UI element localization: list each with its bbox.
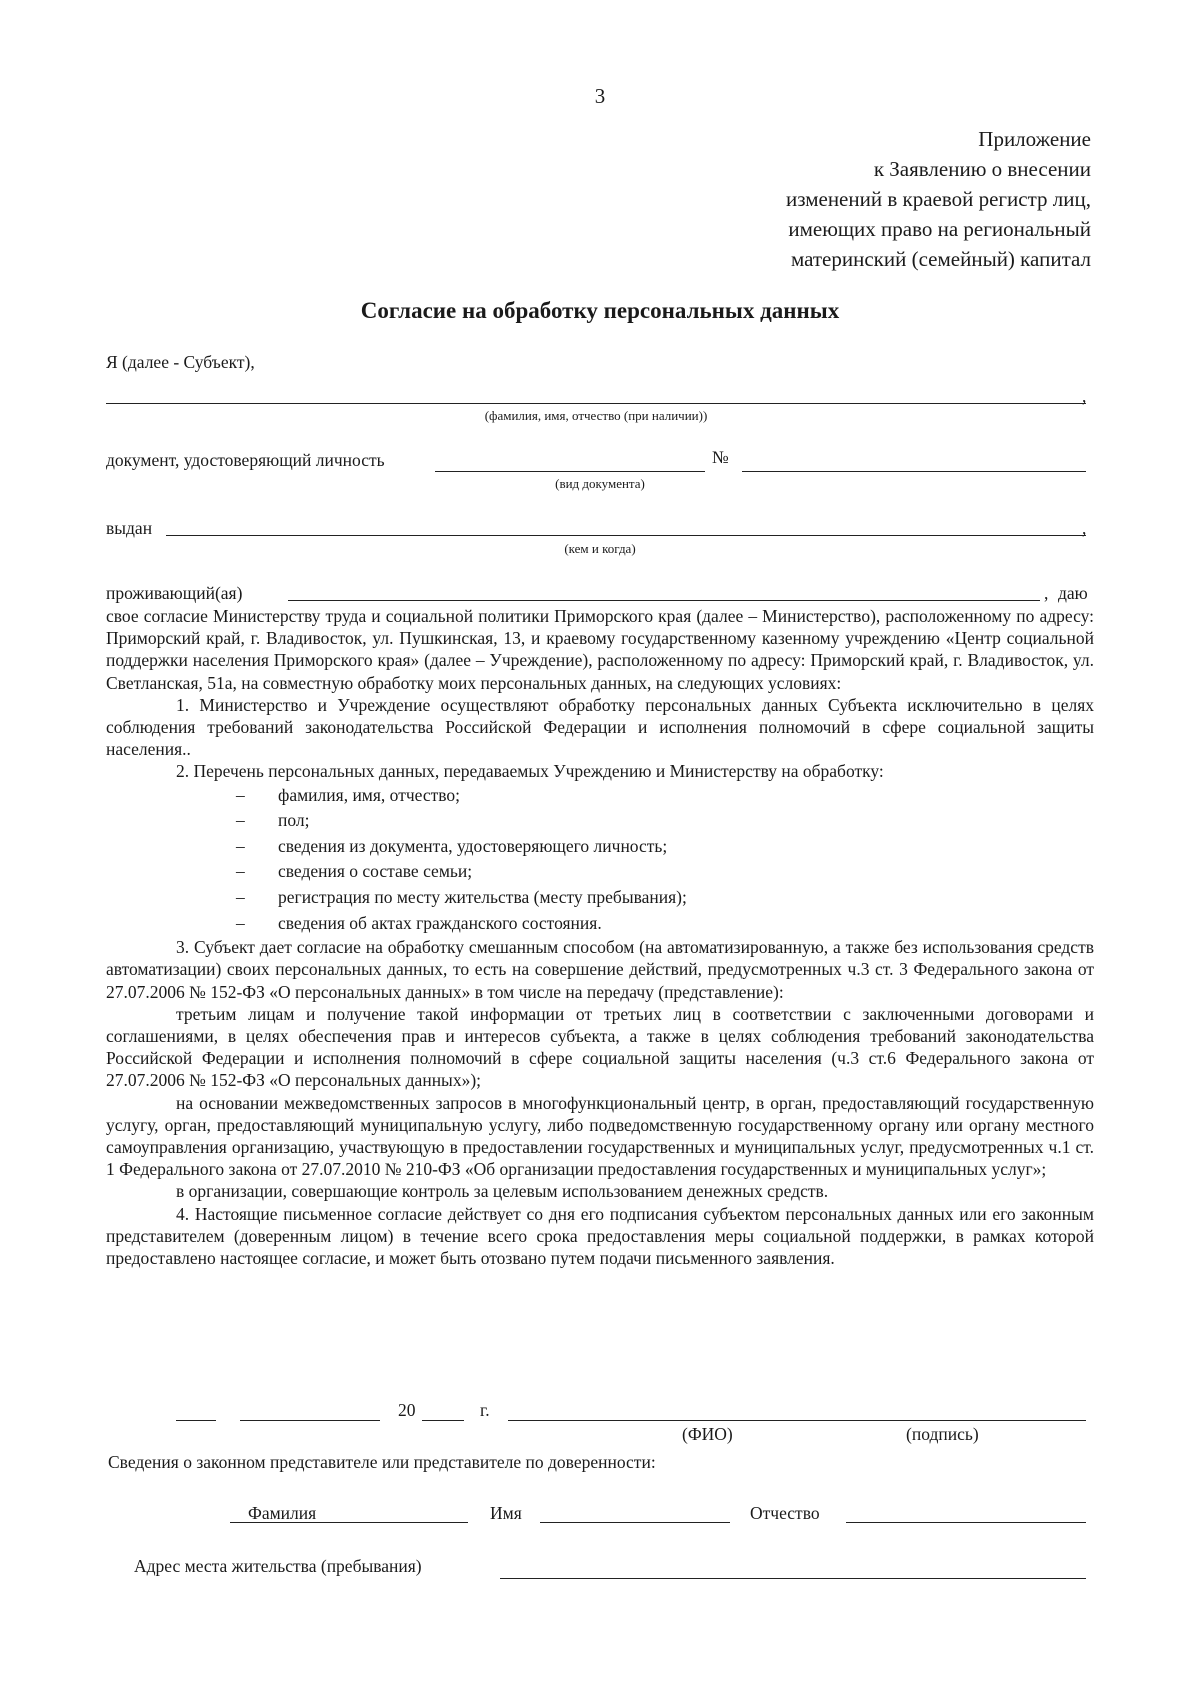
caption-fio-short: (ФИО) <box>682 1424 733 1444</box>
document-title: Согласие на обработку персональных данных <box>360 298 840 323</box>
consent-body <box>106 605 1094 1269</box>
clause-3-interagency: на основании межведомственных запросов в многофункциональный центр, в орган, предоставляющий государственную услугу, орган, предоставляющий муниципальную услугу, либо подведомственную государственному органу или органу местного самоуправления организацию, участвующую в предоставлении государственных и муниципальных услуг, предусмотренных ч.1 ст. 1 Федерального закона от 27.07.2010 № 210-ФЗ «Об организации предоставления государственных и муниципальных услуг»; <box>106 1092 1094 1180</box>
list-item: – фамилия, имя, отчество; <box>236 784 461 805</box>
name-field-line[interactable] <box>540 1522 730 1523</box>
date-month-line[interactable] <box>240 1420 380 1421</box>
appendix-line: изменений в краевой регистр лиц, <box>785 187 1091 211</box>
caption-issued: (кем и когда) <box>564 541 636 556</box>
caption-doc-type: (вид документа) <box>555 476 645 491</box>
appendix-line: материнский (семейный) капитал <box>790 247 1091 271</box>
appendix-line: Приложение <box>978 127 1091 151</box>
date-year-prefix: 20 <box>398 1400 416 1420</box>
residing-field-line[interactable] <box>288 600 1040 601</box>
appendix-note <box>786 124 1091 274</box>
doc-number-field-line[interactable] <box>742 471 1086 472</box>
clause-2: 2. Перечень персональных данных, передаваемых Учреждению и Министерству на обработку: <box>176 761 884 782</box>
patronymic-label: Отчество <box>750 1503 820 1523</box>
appendix-line: имеющих право на региональный <box>788 217 1091 241</box>
doc-number-sign: № <box>712 447 729 467</box>
date-day-line[interactable] <box>176 1420 216 1421</box>
caption-signature: (подпись) <box>906 1424 979 1444</box>
subject-intro: Я (далее - Субъект), <box>106 352 255 372</box>
fio-comma: , <box>1082 386 1087 406</box>
clause-4: 4. Настоящие письменное согласие действует со дня его подписания субъектом персональных данных или его законным представителем (доверенным лицом) в течение всего срока предоставления меры социальной поддержки, в рамках которой предоставлено настоящее согласие, и может быть отозвано путем подачи письменного заявления. <box>106 1203 1094 1269</box>
list-item: – сведения об актах гражданского состояния. <box>236 912 602 933</box>
date-year-line[interactable] <box>422 1420 464 1421</box>
consent-paragraph: свое согласие Министерству труда и социальной политики Приморского края (далее – Министерство), расположенному по адресу: Приморский край, г. Владивосток, ул. Пушкинская, 13, и краевому государственному казенному учреждению «Центр социальной поддержки населения Приморского края» (далее – Учреждение), расположенному по адресу: Приморский край, г. Владивосток, ул. Светланская, 51а, на совместную обработку моих персональных данных, на следующих условиях: <box>106 606 1094 693</box>
fio-field-line[interactable] <box>106 403 1086 404</box>
page-number: 3 <box>594 84 606 108</box>
list-item: – сведения о составе семьи; <box>236 861 473 882</box>
surname-label: Фамилия <box>248 1503 317 1523</box>
date-year-suffix: г. <box>480 1400 490 1420</box>
doc-type-field-line[interactable] <box>435 471 705 472</box>
patronymic-field-line[interactable] <box>846 1522 1086 1523</box>
clause-1: 1. Министерство и Учреждение осуществляют обработку персональных данных Субъекта исключительно в целях соблюдения требований законодательства Российской Федерации и исполнения полномочий в сфере социальной защиты населения.. <box>106 694 1094 760</box>
list-item: – регистрация по месту жительства (месту пребывания); <box>236 887 687 907</box>
list-item: – сведения из документа, удостоверяющего личность; <box>236 835 668 856</box>
data-list <box>106 783 1094 937</box>
clause-3-third-parties: третьим лицам и получение такой информации от третьих лиц в соответствии с заключенными договорами и соглашениями, в целях обеспечения прав и интересов субъекта, а также в целях соблюдения требований законодательства Российской Федерации и исполнения полномочий в сфере социальной защиты населения (ч.3 ст.6 Федерального закона от 27.07.2006 № 152-ФЗ «О персональных данных»); <box>106 1003 1094 1091</box>
issued-field-line[interactable] <box>166 535 1086 536</box>
representative-heading: Сведения о законном представителе или представителе по доверенности: <box>108 1452 656 1472</box>
list-item: – пол; <box>236 810 310 831</box>
caption-fio: (фамилия, имя, отчество (при наличии)) <box>484 408 708 423</box>
name-label: Имя <box>490 1503 522 1523</box>
fio-signature-line[interactable] <box>508 1420 1086 1421</box>
address-label: Адрес места жительства (пребывания) <box>134 1556 422 1576</box>
doc-label: документ, удостоверяющий личность <box>106 450 385 470</box>
clause-3-control: в организации, совершающие контроль за целевым использованием денежных средств. <box>176 1181 829 1202</box>
give-label: даю <box>1058 583 1088 603</box>
issued-comma: , <box>1082 518 1087 538</box>
issued-label: выдан <box>106 518 153 538</box>
appendix-line: к Заявлению о внесении <box>873 157 1091 181</box>
residing-comma: , <box>1044 583 1049 603</box>
address-field-line[interactable] <box>500 1578 1086 1579</box>
clause-3: 3. Субъект дает согласие на обработку смешанным способом (на автоматизированную, а также без использования средств автоматизации) своих персональных данных, то есть на совершение действий, предусмотренных ч.3 ст. 3 Федерального закона от 27.07.2006 № 152-ФЗ «О персональных данных» в том числе на передачу (представление): <box>106 937 1094 1002</box>
residing-label: проживающий(ая) <box>106 583 243 603</box>
